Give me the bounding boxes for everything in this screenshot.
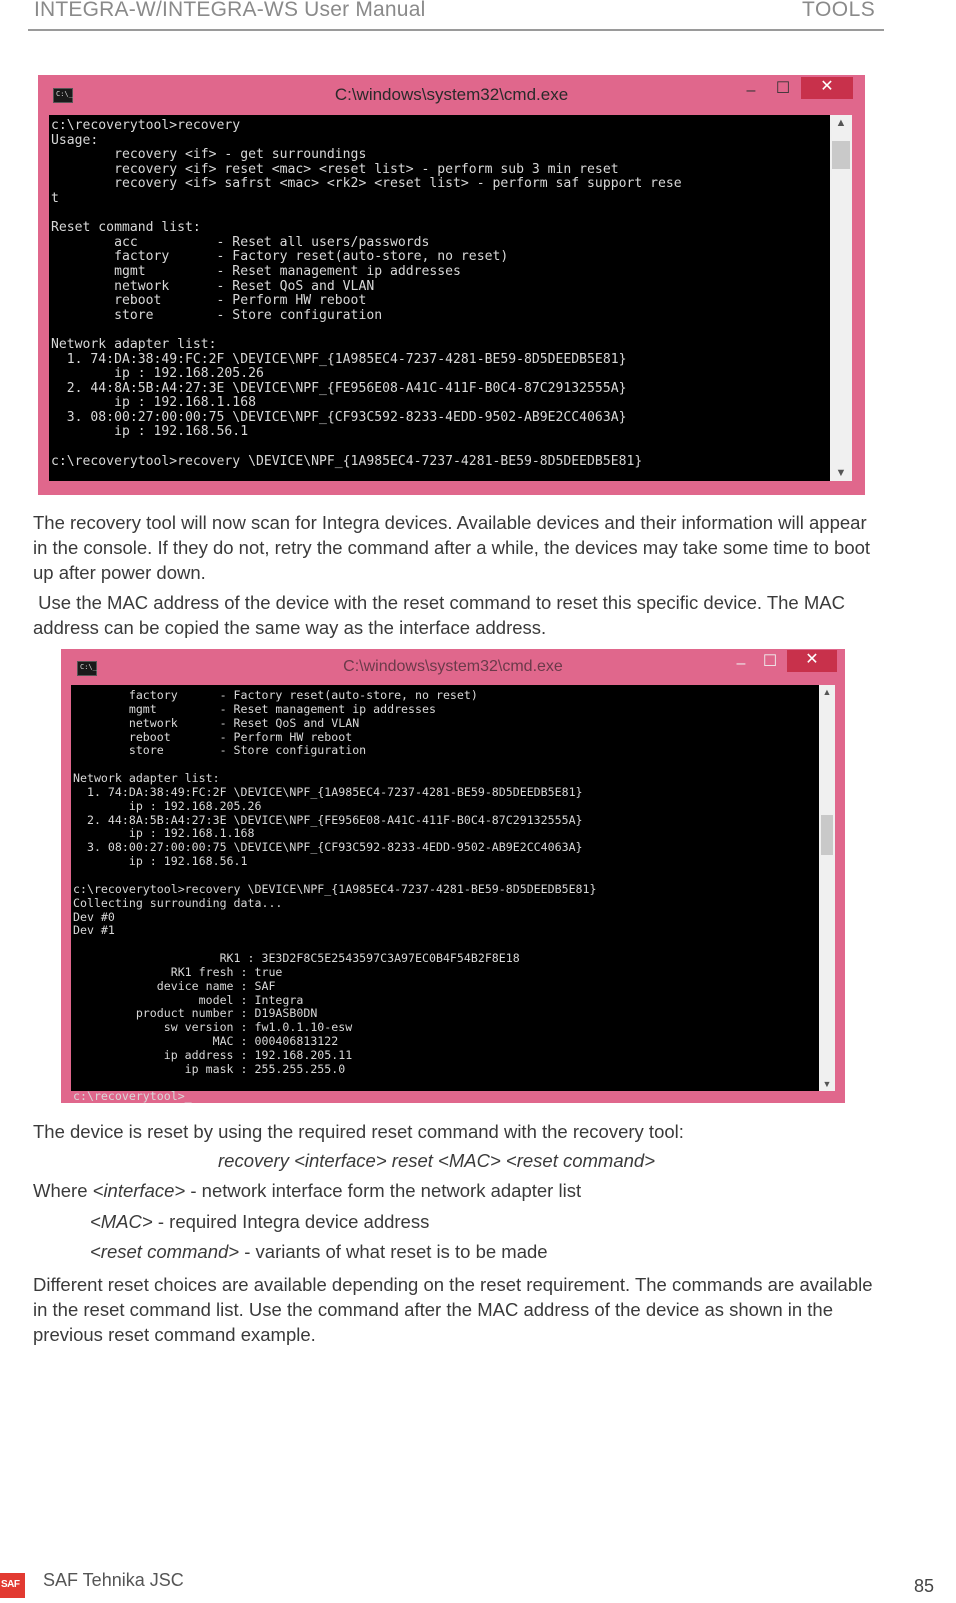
scroll-down-icon[interactable]: ▼ bbox=[822, 1079, 832, 1089]
where-label: Where bbox=[33, 1180, 88, 1201]
console-text: c:\recoverytool>recovery Usage: recovery <if> - get surroundings recovery <if> reset <mac> <reset list> - perform sub 3 min reset recovery <if> safrst <mac> <rk2> <reset list> - perform saf support rese t Reset command list: acc - Reset all users/passwords factory - Factory reset(auto-store, no reset) mgmt - Reset management ip addresses network - Reset QoS and VLAN reboot - Perform HW reboot store - Store configuration Network adapter list: 1. 74:DA:38:49:FC:2F \DEVICE\NPF_{1A985EC4-7237-4281-BE59-8D5DEEDB5E81} ip : 192.168.205.26 2. 44:8A:5B:A4:27:3E \DEVICE\NPF_{FE956E08-A41C-411F-B0C4-87C29132555A} ip : 192.168.1.168 3. 08:00:27:00:00:75 \DEVICE\NPF_{CF93C592-8233-4EDD-9502-AB9E2CC4063A} ip : 192.168.56.1 c:\recoverytool>recovery \DEVICE\NPF_{1A985EC4-7237-4281-BE59-8D5DEEDB5E81} bbox=[51, 118, 682, 469]
window-title: C:\windows\system32\cmd.exe bbox=[343, 658, 563, 675]
definition-mac bbox=[90, 1211, 429, 1233]
saf-logo: SAF bbox=[0, 1573, 25, 1598]
close-button[interactable]: ✕ bbox=[801, 77, 853, 99]
cmd-icon: C:\_ bbox=[77, 661, 97, 676]
cmd-window-1 bbox=[38, 75, 865, 495]
console-output bbox=[49, 115, 830, 481]
window-titlebar bbox=[38, 75, 865, 114]
maximize-button[interactable]: ☐ bbox=[775, 80, 791, 97]
cmd-window-2 bbox=[61, 649, 845, 1103]
scroll-thumb[interactable] bbox=[832, 141, 850, 169]
manual-title: INTEGRA-W/INTEGRA-WS User Manual bbox=[34, 0, 426, 21]
paragraph-mac-info: Use the MAC address of the device with the reset command to reset this specific device. The MAC address can be copied the same way as the interface address. bbox=[33, 592, 851, 638]
section-title: TOOLS bbox=[802, 0, 876, 21]
mac-desc: - required Integra device address bbox=[152, 1211, 430, 1232]
console-scrollbar[interactable] bbox=[819, 685, 835, 1091]
interface-desc: - network interface form the network adapter list bbox=[185, 1180, 582, 1201]
scroll-up-icon[interactable]: ▲ bbox=[822, 687, 832, 697]
company-name: SAF Tehnika JSC bbox=[43, 1570, 184, 1590]
reset-term: <reset command> bbox=[90, 1241, 240, 1262]
definition-interface bbox=[33, 1180, 581, 1202]
minimize-button[interactable]: – bbox=[746, 82, 756, 99]
scroll-up-icon[interactable]: ▲ bbox=[835, 117, 847, 129]
paragraph-reset-usage: The device is reset by using the required reset command with the recovery tool: bbox=[33, 1121, 684, 1142]
scroll-thumb[interactable] bbox=[821, 815, 833, 855]
window-title: C:\windows\system32\cmd.exe bbox=[334, 85, 569, 104]
page-number: 85 bbox=[914, 1576, 935, 1596]
console-output bbox=[71, 685, 819, 1104]
command-syntax: recovery <interface> reset <MAC> <reset command> bbox=[218, 1150, 656, 1171]
scroll-down-icon[interactable]: ▼ bbox=[835, 467, 847, 479]
cmd-icon: C:\_ bbox=[53, 88, 73, 103]
paragraph-reset-choices: Different reset choices are available depending on the reset requirement. The commands are available in the reset command list. Use the command after the MAC address of the device as shown in the previous reset command example. bbox=[33, 1274, 873, 1345]
window-titlebar bbox=[61, 649, 845, 685]
console-scrollbar[interactable] bbox=[830, 115, 852, 481]
paragraph-scan-info: The recovery tool will now scan for Integra devices. Available devices and their information will appear in the console. If they do not, retry the command after a while, the devices may take some time to boot up after power down. bbox=[33, 512, 871, 583]
mac-term: <MAC> bbox=[90, 1211, 153, 1232]
console-text: factory - Factory reset(auto-store, no reset) mgmt - Reset management ip addresses network - Reset QoS and VLAN reboot - Perform HW reboot store - Store configuration Network adapter list: 1. 74:DA:38:49:FC:2F \DEVICE\NPF_{1A985EC4-7237-4281-BE59-8D5DEEDB5E81} ip : 192.168.205.26 2. 44:8A:5B:A4:27:3E \DEVICE\NPF_{FE956E08-A41C-411F-B0C4-87C29132555A} ip : 192.168.1.168 3. 08:00:27:00:00:75 \DEVICE\NPF_{CF93C592-8233-4EDD-9502-AB9E2CC4063A} ip : 192.168.56.1 c:\recoverytool>recovery \DEVICE\NPF_{1A985EC4-7237-4281-BE59-8D5DEEDB5E81} Collecting surrounding data... Dev #0 Dev #1 RK1 : 3E3D2F8C5E2543597C3A97EC0B4F54B2F8E18 RK1 fresh : true device name : SAF model : Integra product number : D19ASB0DN sw version : fw1.0.1.10-esw MAC : 000406813122 ip address : 192.168.205.11 ip mask : 255.255.255.0 c:\recoverytool>_ bbox=[73, 688, 597, 1104]
reset-desc: - variants of what reset is to be made bbox=[239, 1241, 548, 1262]
minimize-button[interactable]: – bbox=[736, 655, 746, 672]
interface-term: <interface> bbox=[92, 1180, 186, 1201]
close-button[interactable]: ✕ bbox=[787, 650, 837, 672]
maximize-button[interactable]: ☐ bbox=[762, 653, 778, 670]
header-rule bbox=[28, 29, 884, 31]
definition-reset-command bbox=[90, 1241, 548, 1263]
